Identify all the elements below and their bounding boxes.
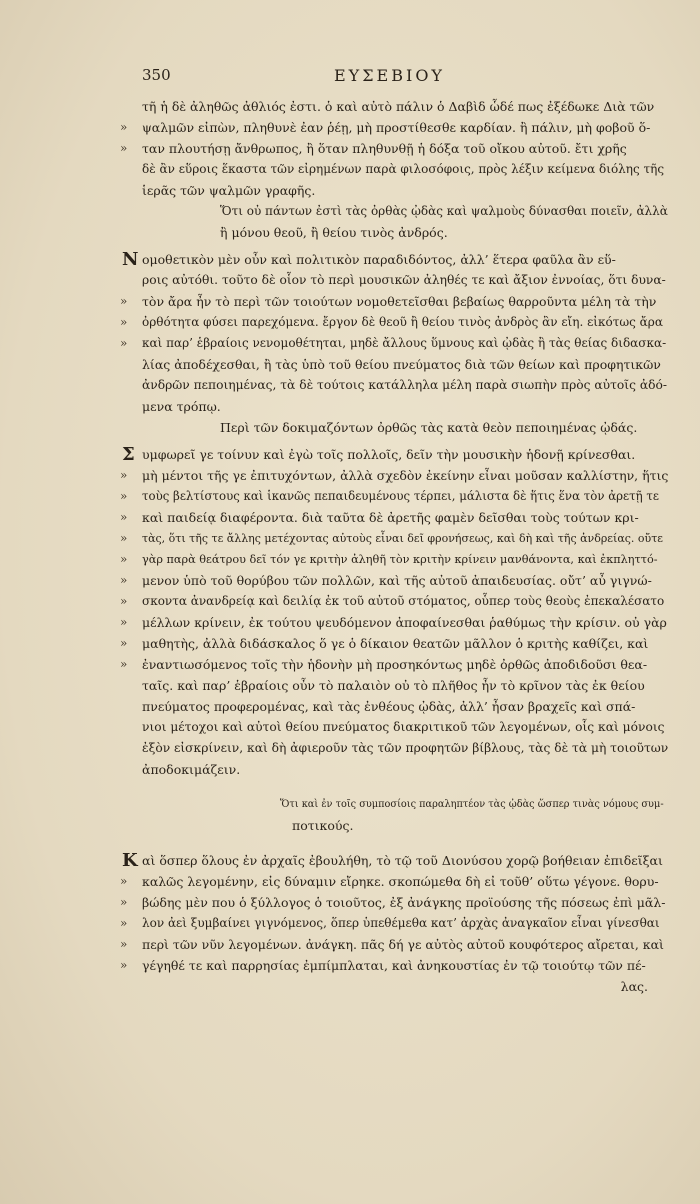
- text-line: [120, 507, 668, 528]
- page-number: 350: [142, 66, 171, 84]
- text-line: [120, 850, 668, 871]
- line-text: μενον ὑπὸ τοῦ θορύβου τῶν πολλῶν, καὶ τῆς αὐτοῦ ἀπαιδευσίας. οὔτ’ αὖ γιγνώ-: [142, 573, 652, 588]
- quotation-mark: »: [120, 489, 128, 503]
- text-line: [120, 591, 668, 612]
- drop-cap: Ν: [122, 249, 139, 270]
- text-line: [120, 759, 668, 780]
- paragraph-3: [120, 444, 668, 780]
- line-text: πνεύματος προφερομένας, καὶ τὰς ἐνθέους ᾠδὰς, ἀλλ’ ἦσαν βραχεῖς καὶ σπά-: [142, 699, 636, 714]
- line-text: καὶ παιδείᾳ διαφέροντα. διὰ ταῦτα δὲ ἀρετῆς φαμὲν δεῖσθαι τοὺς τούτων κρι-: [142, 510, 639, 525]
- text-line: [120, 291, 668, 312]
- line-text: ἀποδοκιμάζειν.: [142, 762, 241, 777]
- line-text: ὀρθότητα φύσει παρεχόμενα. ἔργον δὲ θεοῦ ἢ θείου τινὸς ἀνδρὸς ἂν εἴη. εἰκότως ἄρα: [142, 315, 663, 329]
- quotation-mark: »: [120, 468, 128, 482]
- quotation-mark: »: [120, 294, 128, 308]
- text-line: [120, 96, 668, 117]
- line-text: τοὺς βελτίστους καὶ ἱκανῶς πεπαιδευμένους τέρπει, μάλιστα δὲ ἥτις ἕνα τὸν ἀρετῇ τε: [142, 489, 659, 503]
- text-line: [120, 249, 668, 270]
- line-text: σκοντα ἀνανδρείᾳ καὶ δειλίᾳ ἐκ τοῦ αὐτοῦ στόματος, οὗπερ τοὺς θεοὺς ἐπεκαλέσατο: [142, 594, 665, 608]
- line-text: αὶ ὅσπερ ὅλους ἐν ἀρχαῖς ἐβουλήθη, τὸ τῷ τοῦ Διονύσου χορῷ βοήθειαν ἐπιδεῖξαι: [142, 853, 663, 868]
- text-line: [120, 486, 668, 507]
- text-line: [120, 612, 668, 633]
- line-text: τὰς, ὅτι τῆς τε ἄλλης μετέχοντας αὐτοὺς εἶναι δεῖ φρονήσεως, καὶ δὴ καὶ τῆς ἀνδρείας. οὔτε: [142, 532, 663, 545]
- section-heading-2: Περὶ τῶν δοκιμαζόντων ὀρθῶς τὰς κατὰ θεὸν πεποιημένας ᾠδάς.: [220, 420, 638, 435]
- quotation-mark: »: [120, 874, 128, 888]
- paragraph-4: [120, 850, 668, 997]
- quotation-mark: »: [120, 937, 128, 951]
- line-text: βώδης μὲν που ὁ ξύλλογος ὁ τοιοῦτος, ἐξ ἀνάγκης προϊούσης τῆς πόσεως ἐπὶ μᾶλ-: [142, 895, 666, 910]
- text-line: [120, 354, 668, 375]
- line-text: δὲ ἂν εὕροις ἕκαστα τῶν εἰρημένων παρὰ φιλοσόφοις, πρὸς λέξιν κείμενα διόλης τῆς: [142, 162, 665, 176]
- quotation-mark: »: [120, 510, 128, 524]
- line-text: υμφωρεῖ γε τοίνυν καὶ ἐγὼ τοῖς πολλοῖς, δεῖν τὴν μουσικὴν ἡδονῇ κρίνεσθαι.: [142, 447, 636, 462]
- quotation-mark: »: [120, 636, 128, 650]
- line-text: ομοθετικὸν μὲν οὖν καὶ πολιτικὸν παραδιδόντος, ἀλλ’ ἕτερα φαῦλα ἂν εὕ-: [142, 252, 616, 267]
- quotation-mark: »: [120, 615, 128, 629]
- section-heading-1: [120, 201, 668, 243]
- line-text: μὴ μέντοι τῆς γε ἐπιτυχόντων, ἀλλὰ σχεδὸν ἐκείνην εἶναι μοῦσαν καλλίστην, ἥτις: [142, 468, 669, 483]
- body-text: [120, 96, 668, 997]
- line-text: ψαλμῶν εἰπὼν, πληθυνὲ ἐαν ῥέῃ, μὴ προστίθεσθε καρδίαν. ἢ πάλιν, μὴ φοβοῦ ὅ-: [142, 120, 651, 135]
- text-line: [120, 396, 668, 417]
- line-text: λας.: [620, 979, 648, 994]
- text-line: [120, 696, 668, 717]
- line-text: τὸν ἄρα ἦν τὸ περὶ τῶν τοιούτων νομοθετεῖσθαι βεβαίως θαρροῦντα μέλη τὰ τὴν: [142, 294, 657, 309]
- line-text: ταῖς. καὶ παρ’ ἑβραίοις οὖν τὸ παλαιὸν οὐ τὸ πλῆθος ἦν τὸ κρῖνον τὰς ἐκ θείου: [142, 678, 645, 693]
- line-text: γὰρ παρὰ θεάτρου δεῖ τόν γε κριτὴν ἀληθῆ τὸν κριτὴν κρίνειν μανθάνοντα, καὶ ἐκπληττό-: [142, 553, 658, 566]
- running-title: ΕΥΣΕΒΙΟΥ: [334, 66, 445, 85]
- text-line: [120, 333, 668, 354]
- quotation-mark: »: [120, 594, 128, 608]
- quotation-mark: »: [120, 552, 128, 566]
- text-line: [120, 312, 668, 333]
- line-text: λίας ἀποδέχεσθαι, ἢ τὰς ὑπὸ τοῦ θείου πνεύματος διὰ τῶν θείων καὶ προφητικῶν: [142, 357, 661, 372]
- heading-line: Ὅτι καὶ ἐν τοῖς συμποσίοις παραληπτέον τὰς ᾠδὰς ὥσπερ τινὰς νόμους συμ-: [280, 799, 664, 810]
- text-line: [120, 180, 668, 201]
- line-text: μαθητὴς, ἀλλὰ διδάσκαλος ὅ γε ὁ δίκαιον θεατῶν μᾶλλον ὁ κριτὴς καθίζει, καὶ: [142, 636, 649, 651]
- text-line: [120, 570, 668, 591]
- text-line: [120, 738, 668, 759]
- line-text: ἱερᾶς τῶν ψαλμῶν γραφῆς.: [142, 183, 316, 198]
- text-line: [120, 117, 668, 138]
- section-heading-3: [120, 794, 668, 836]
- line-text: λον ἀεὶ ξυμβαίνει γιγνόμενος, ὅπερ ὑπεθέμεθα κατ’ ἀρχὰς ἀναγκαῖον εἶναι γίνεσθαι: [142, 916, 660, 930]
- page-header: [142, 66, 662, 92]
- quotation-mark: »: [120, 573, 128, 587]
- text-line: [120, 159, 668, 180]
- text-line: [120, 913, 668, 934]
- line-text: ροις αὐτόθι. τοῦτο δὲ οἷον τὸ περὶ μουσικῶν ἀληθές τε καὶ ἄξιον ἐννοίας, ὅτι δυνα-: [142, 273, 666, 287]
- quotation-mark: »: [120, 916, 128, 930]
- paragraph-2: [120, 249, 668, 417]
- quotation-mark: »: [120, 141, 128, 155]
- line-text: περὶ τῶν νῦν λεγομένων. ἀνάγκη. πᾶς δή γε αὐτὸς αὐτοῦ κουφότερος αἴρεται, καὶ: [142, 937, 664, 952]
- text-line: [120, 871, 668, 892]
- heading-line: ποτικούς.: [292, 818, 354, 833]
- text-line: [120, 717, 668, 738]
- text-line: [120, 654, 668, 675]
- quotation-mark: »: [120, 895, 128, 909]
- text-line: [120, 375, 668, 396]
- line-text: γέγηθέ τε καὶ παρρησίας ἐμπίμπλαται, καὶ ἀνηκουστίας ἐν τῷ τοιούτῳ τῶν πέ-: [142, 958, 646, 973]
- text-line: [120, 633, 668, 654]
- heading-line: Ὅτι οὐ πάντων ἐστὶ τὰς ὀρθὰς ᾠδὰς καὶ ψαλμοὺς δύνασθαι ποιεῖν, ἀλλὰ: [220, 204, 668, 218]
- text-line: [120, 675, 668, 696]
- text-line: [120, 976, 668, 997]
- quotation-mark: »: [120, 657, 128, 671]
- line-text: καλῶς λεγομένην, εἰς δύναμιν εἴρηκε. σκοπώμεθα δὴ εἰ τοῦθ’ οὕτω γέγονε. θορυ-: [142, 874, 659, 889]
- text-line: [120, 934, 668, 955]
- line-text: ἀνδρῶν πεποιημένας, τὰ δὲ τούτοις κατάλληλα μέλη παρὰ σιωπὴν πρὸς αὐτοῖς ἀδό-: [142, 378, 667, 392]
- quotation-mark: »: [120, 336, 128, 350]
- text-line: [120, 444, 668, 465]
- line-text: καὶ παρ’ ἑβραίοις νενομοθέτηται, μηδὲ ἄλλους ὕμνους καὶ ᾠδὰς ἢ τὰς θείας διδασκα-: [142, 336, 667, 350]
- quotation-mark: »: [120, 958, 128, 972]
- text-line: [120, 138, 668, 159]
- text-line: [120, 465, 668, 486]
- drop-cap: Σ: [122, 444, 135, 465]
- text-line: [120, 955, 668, 976]
- drop-cap: Κ: [122, 850, 138, 871]
- line-text: ταν πλουτήσῃ ἄνθρωπος, ἢ ὅταν πληθυνθῇ ἡ δόξα τοῦ οἴκου αὐτοῦ. ἔτι χρῆς: [142, 141, 627, 156]
- paragraph-1: [120, 96, 668, 201]
- text-line: [120, 270, 668, 291]
- line-text: ἐξὸν εἰσκρίνειν, καὶ δὴ ἀφιεροῦν τὰς τῶν προφητῶν βίβλους, τὰς δὲ τὰ μὴ τοιοῦτων: [142, 741, 669, 755]
- quotation-mark: »: [120, 120, 128, 134]
- quotation-mark: »: [120, 531, 128, 545]
- text-line: [120, 549, 668, 570]
- line-text: νιοι μέτοχοι καὶ αὐτοὶ θείου πνεύματος διακριτικοῦ τῶν λεγομένων, οἷς καὶ μόνοις: [142, 720, 665, 734]
- line-text: μενα τρόπῳ.: [142, 399, 221, 414]
- text-line: [120, 892, 668, 913]
- text-line: [120, 528, 668, 549]
- line-text: ἐναντιωσόμενος τοῖς τὴν ἡδονὴν μὴ προσηκόντως μηδὲ ὀρθῶς ἀποδιδοῦσι θεα-: [142, 657, 648, 672]
- line-text: τῆ ἡ δὲ ἀληθῶς ἀθλιός ἐστι. ὁ καὶ αὐτὸ πάλιν ὁ Δαβὶδ ὧδέ πως ἐξέδωκε Διὰ τῶν: [142, 99, 655, 114]
- line-text: μέλλων κρίνειν, ἐκ τούτου ψευδόμενον ἀποφαίνεσθαι ῥαθύμως τὴν κρίσιν. οὐ γὰρ: [142, 615, 667, 630]
- quotation-mark: »: [120, 315, 128, 329]
- heading-line: ἢ μόνου θεοῦ, ἢ θείου τινὸς ἀνδρός.: [220, 225, 448, 240]
